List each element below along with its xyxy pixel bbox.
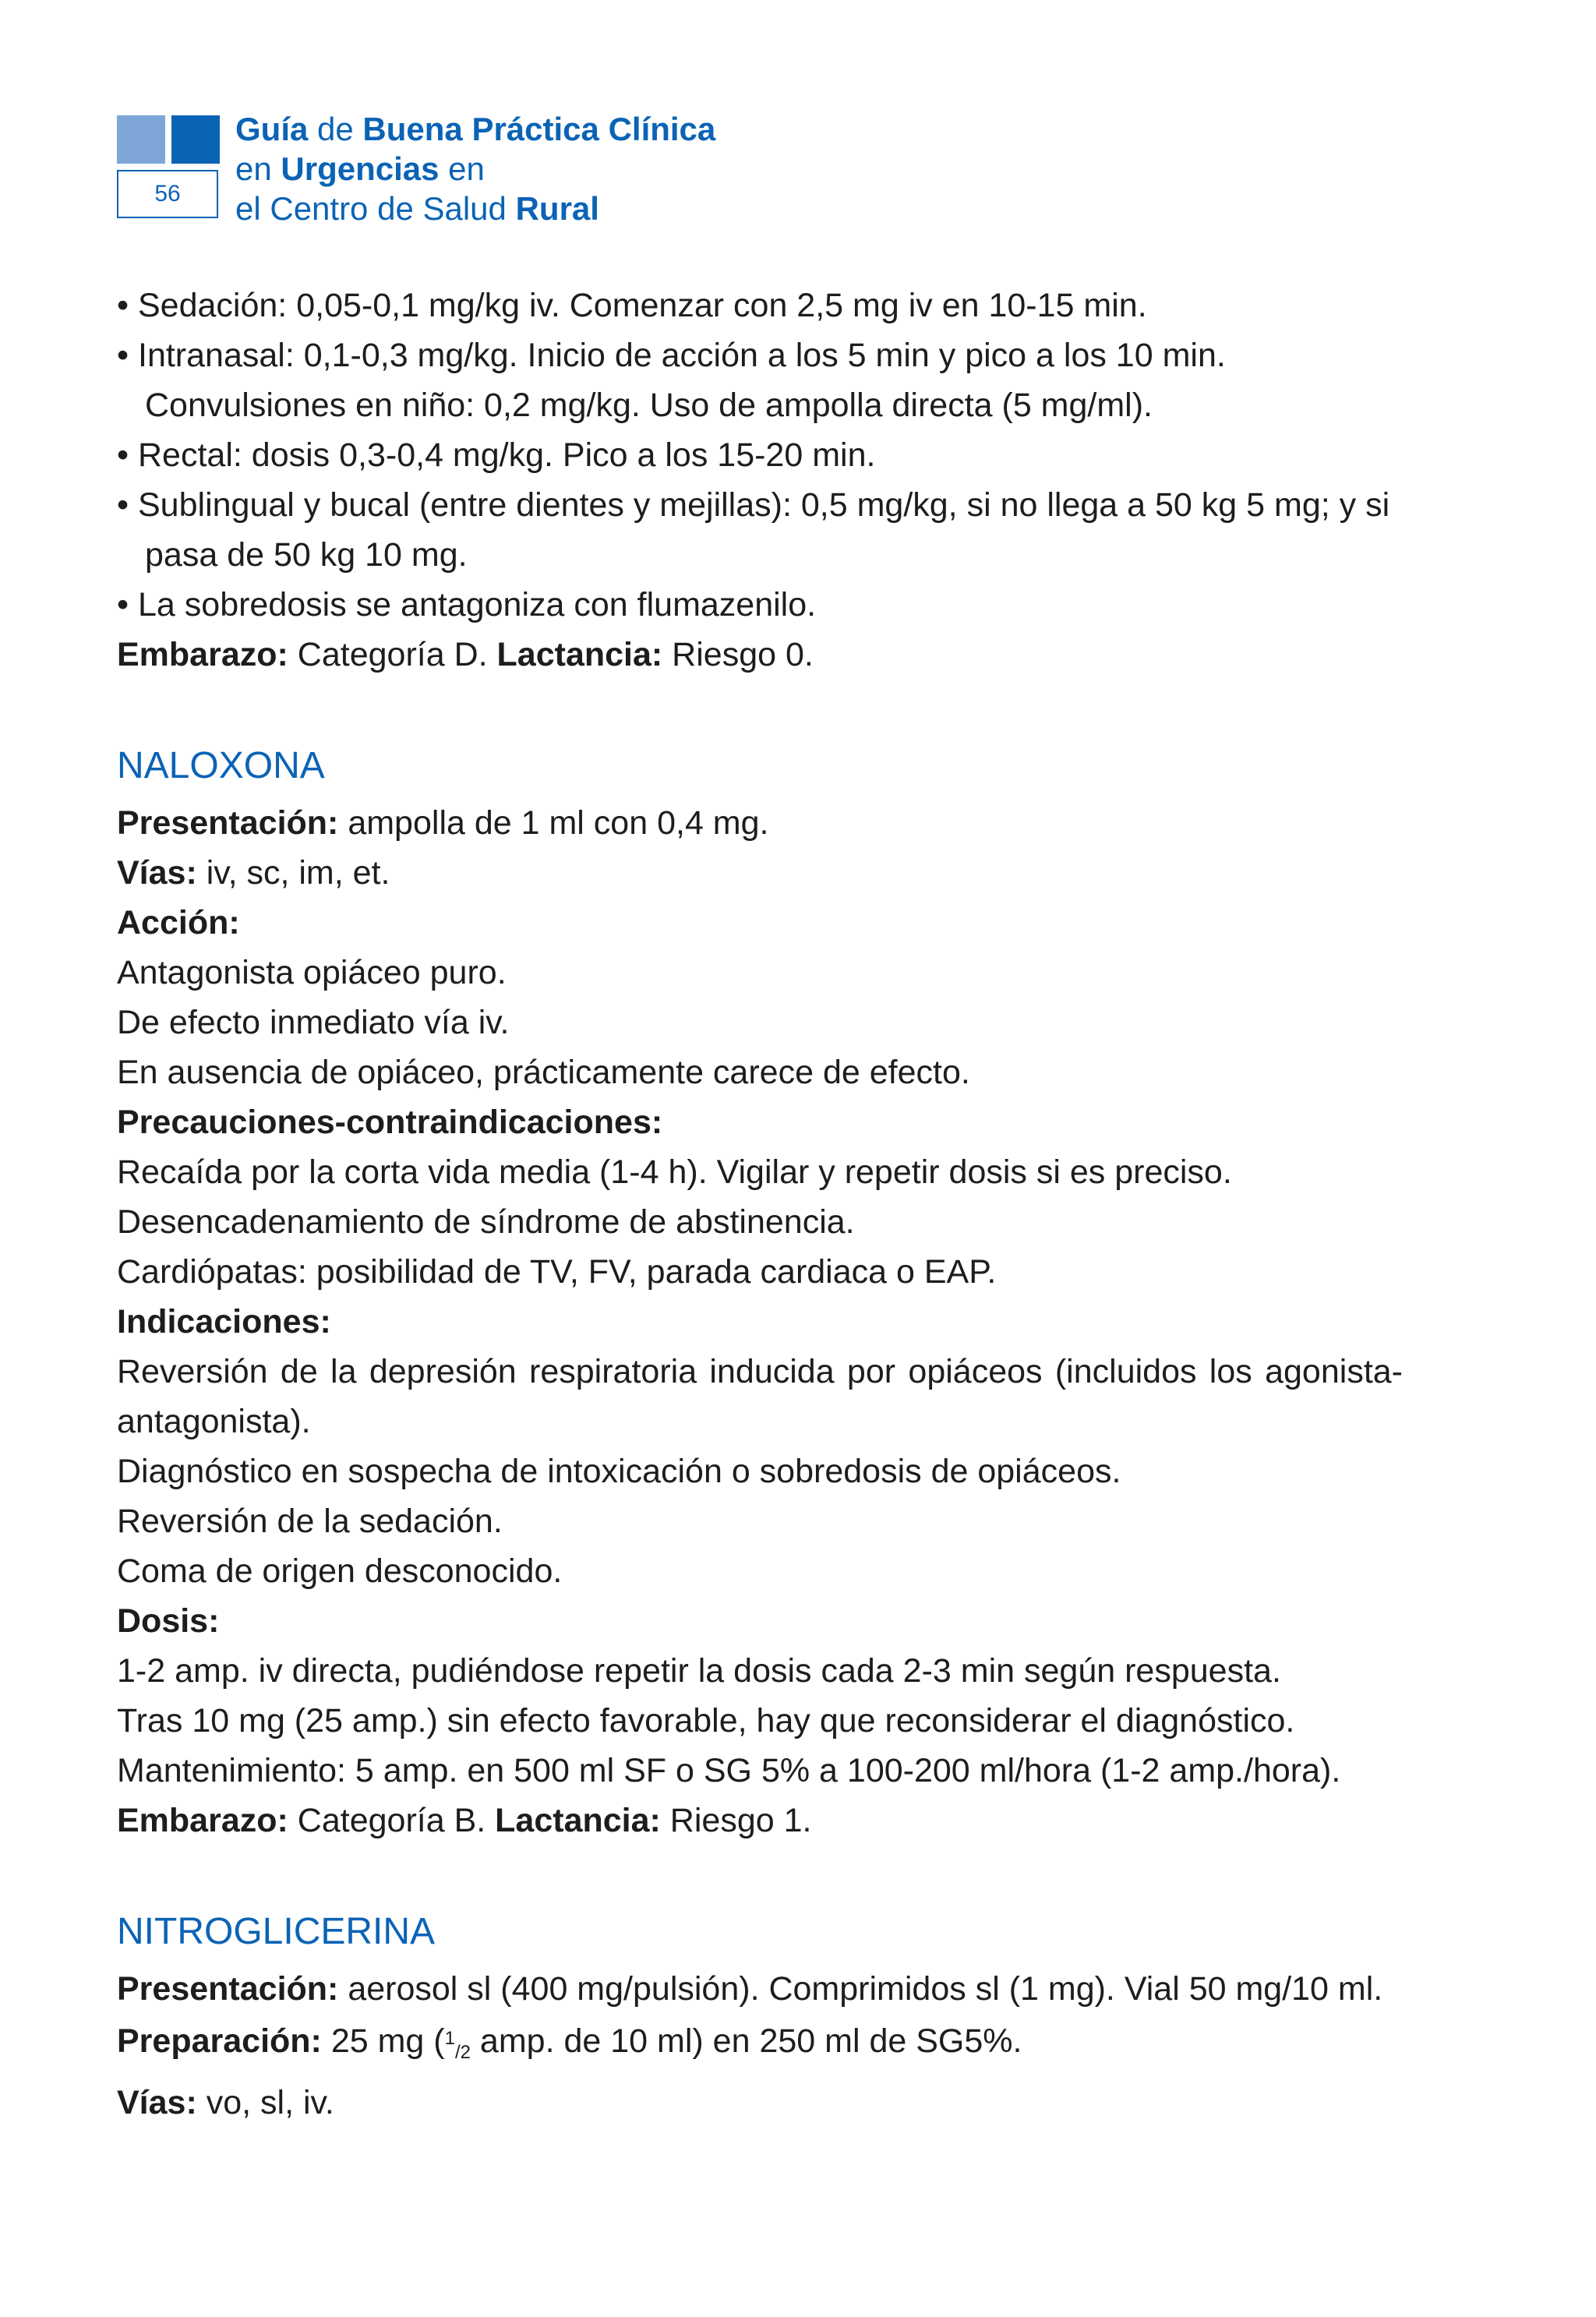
- text-line: Coma de origen desconocido.: [117, 1552, 563, 1590]
- presentation-line: Presentación: aerosol sl (400 mg/pulsión). Comprimidos sl (1 mg). Vial 50 mg/10 ml.: [117, 1970, 1383, 2008]
- routes-line: Vías: vo, sl, iv.: [117, 2084, 334, 2121]
- section-title-nitroglicerina: NITROGLICERINA: [117, 1911, 436, 1952]
- routes-line: Vías: iv, sc, im, et.: [117, 854, 390, 892]
- pregnancy-line: Embarazo: Categoría B. Lactancia: Riesgo 1.: [117, 1802, 812, 1839]
- text-line: Mantenimiento: 5 amp. en 500 ml SF o SG 5% a 100-200 ml/hora (1-2 amp./hora).: [117, 1752, 1341, 1789]
- list-item: • La sobredosis se antagoniza con flumazenilo.: [117, 586, 817, 623]
- precautions-heading: Precauciones-contraindicaciones:: [117, 1104, 663, 1141]
- indications-heading: Indicaciones:: [117, 1303, 331, 1340]
- text-line: Diagnóstico en sospecha de intoxicación o sobredosis de opiáceos.: [117, 1453, 1121, 1490]
- presentation-line: Presentación: ampolla de 1 ml con 0,4 mg.: [117, 804, 769, 842]
- text-line: Antagonista opiáceo puro.: [117, 954, 507, 991]
- page-content: [117, 281, 1403, 2128]
- dosage-heading: Dosis:: [117, 1602, 220, 1640]
- list-item: • Rectal: dosis 0,3-0,4 mg/kg. Pico a los 15-20 min.: [117, 436, 876, 474]
- text-line: Tras 10 mg (25 amp.) sin efecto favorable, hay que reconsiderar el diagnóstico.: [117, 1702, 1295, 1740]
- text-line: Reversión de la depresión respiratoria inducida por opiáceos (incluidos los agonista-antagonista).: [117, 1353, 1403, 1440]
- text-line: Reversión de la sedación.: [117, 1503, 503, 1540]
- decorative-square-dark: [171, 115, 220, 164]
- text-line: Desencadenamiento de síndrome de abstinencia.: [117, 1203, 855, 1241]
- text-line: En ausencia de opiáceo, prácticamente carece de efecto.: [117, 1054, 970, 1091]
- decorative-square-light: [117, 115, 165, 164]
- text-line: 1-2 amp. iv directa, pudiéndose repetir la dosis cada 2-3 min según respuesta.: [117, 1652, 1281, 1690]
- list-item: • Sedación: 0,05-0,1 mg/kg iv. Comenzar con 2,5 mg iv en 10-15 min.: [117, 287, 1147, 324]
- text-line: Cardiópatas: posibilidad de TV, FV, parada cardiaca o EAP.: [117, 1253, 997, 1291]
- header-title: Guía de Buena Práctica Clínica en Urgencias en el Centro de Salud Rural: [235, 111, 716, 227]
- page-number: 56: [117, 170, 218, 218]
- preparation-line: Preparación: 25 mg ($^1_{/2}$ amp. de 10 ml) en 250 ml de SG5%.: [117, 2022, 1022, 2063]
- list-item: • Intranasal: 0,1-0,3 mg/kg. Inicio de acción a los 5 min y pico a los 10 min. Convulsiones en niño: 0,2 mg/kg. Uso de ampolla directa (5 mg/ml).: [117, 337, 1226, 424]
- text-line: Recaída por la corta vida media (1-4 h). Vigilar y repetir dosis si es preciso.: [117, 1153, 1232, 1191]
- pregnancy-line: Embarazo: Categoría D. Lactancia: Riesgo 0.: [117, 636, 814, 673]
- text-line: De efecto inmediato vía iv.: [117, 1004, 510, 1041]
- page-header: [117, 111, 818, 232]
- action-heading: Acción:: [117, 904, 240, 941]
- list-item: • Sublingual y bucal (entre dientes y mejillas): 0,5 mg/kg, si no llega a 50 kg 5 mg; y si pasa de 50 kg 10 mg.: [117, 486, 1390, 574]
- section-title-naloxona: NALOXONA: [117, 745, 325, 786]
